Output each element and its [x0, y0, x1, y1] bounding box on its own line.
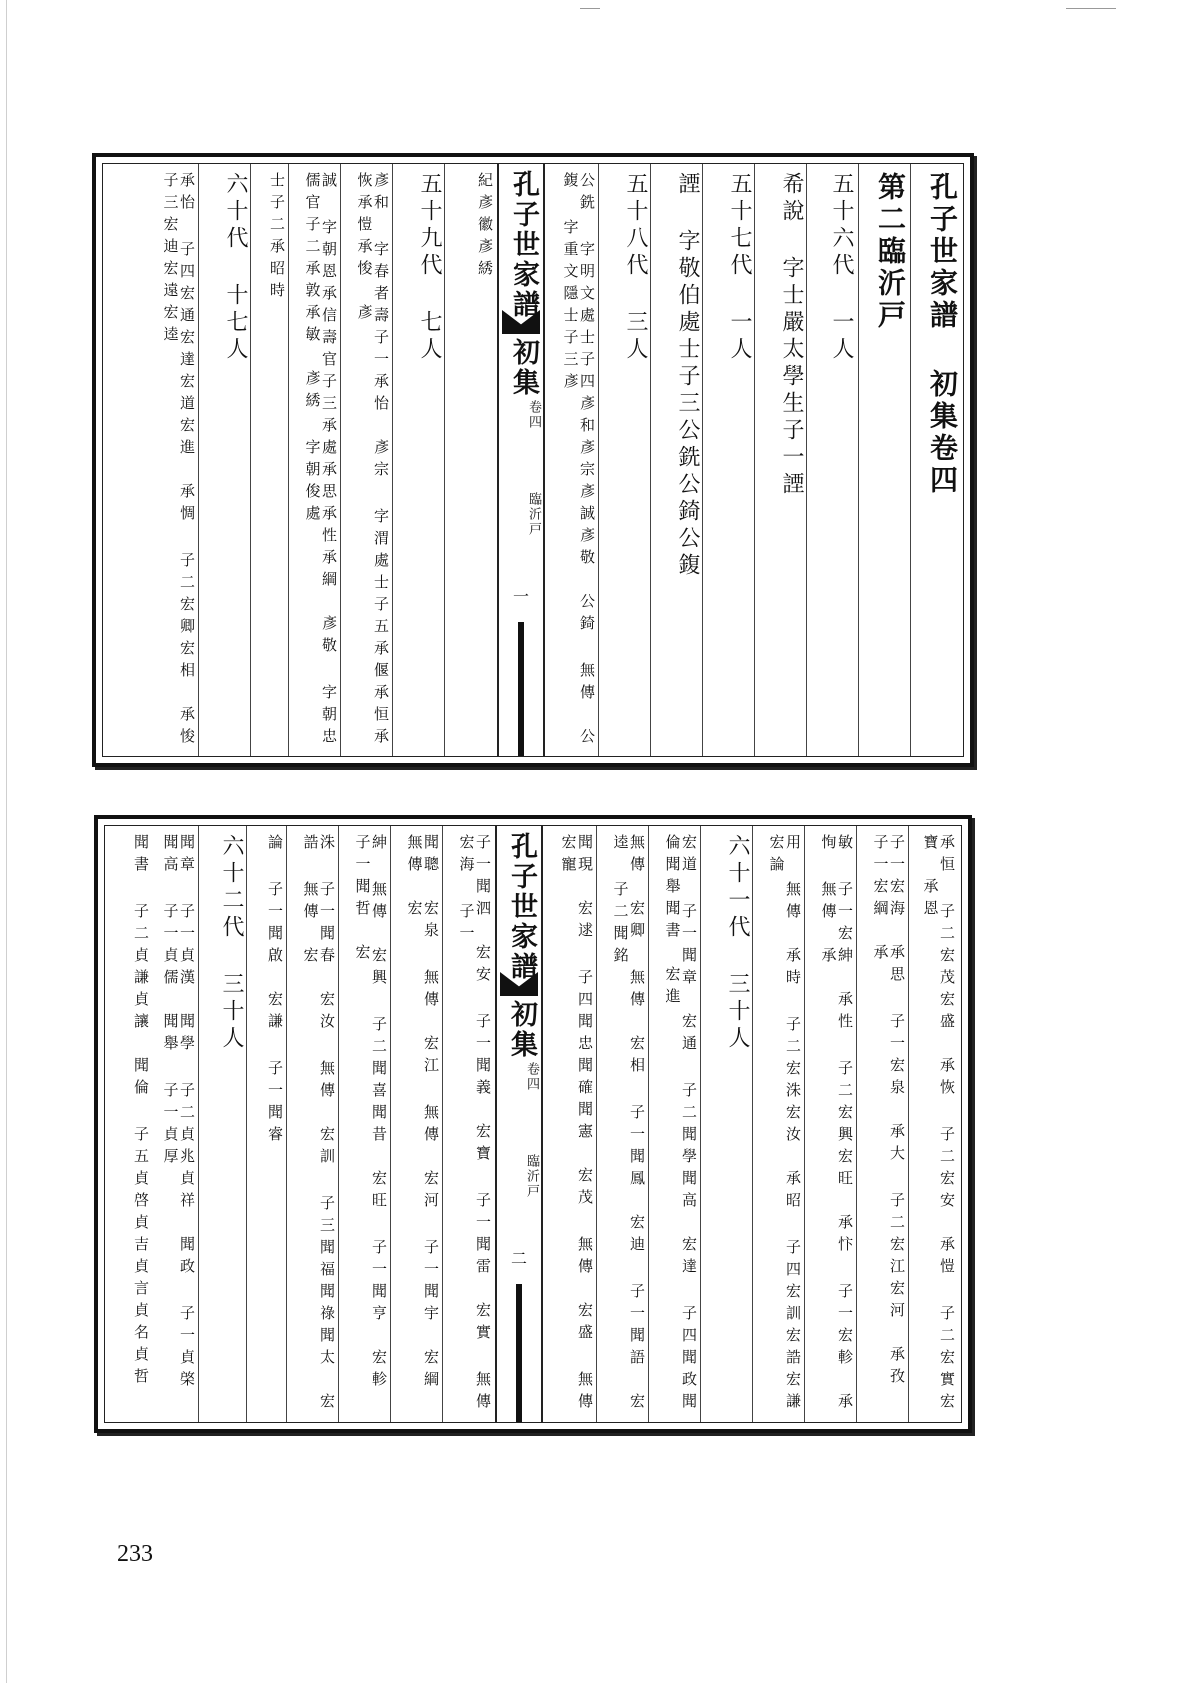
- scan-mark: [580, 8, 600, 9]
- series-title-column: 孔子世家譜 初集卷四: [926, 172, 959, 497]
- genealogy-entry-column: 諲 字敬伯處士子三公銑公錡公鍑: [675, 172, 700, 580]
- generation-heading: 六十代 十七人: [223, 172, 248, 364]
- lower-page-frame: [94, 815, 972, 1437]
- genealogy-entry-column: 承怡 子四宏通宏達宏道宏進 承惆 子二宏卿宏相 承悛 子三宏迪宏遠宏逵: [161, 172, 196, 775]
- genealogy-entry-column: 聞章 子一貞漢 聞學 子二貞兆貞祥 聞政 子一貞棨 聞高 子一貞儒 聞舉 子一貞厚: [161, 834, 196, 1415]
- center-page-number: 一: [512, 587, 529, 606]
- genealogy-entry-column: 紀彥徽彥綉: [476, 172, 494, 282]
- genealogy-entry-column: 公銑 字明文處士子四彥和彥宗彥誠彥敬 公錡 無傳 公鍑 字重文隱士子三彥: [561, 172, 596, 750]
- generation-heading: 五十六代 一人: [829, 172, 854, 364]
- upper-page-body: [102, 163, 964, 775]
- genealogy-entry-column: 聞書 子二貞謙貞讓 聞倫 子五貞啓貞吉貞言貞名貞哲: [132, 834, 150, 1390]
- center-fold-band: [495, 826, 543, 1422]
- genealogy-entry-column: 敏 子一宏紳 承性 子二宏興宏旺 承忭 子一宏軫 承恂 無傳 承: [819, 834, 854, 1415]
- center-subtitle: 初集: [506, 1000, 537, 1060]
- genealogy-entry-column: 子一宏海 承思 子一宏泉 承大 子二宏江宏河 承孜 子一宏綱 承: [871, 834, 906, 1415]
- upper-page-frame: [92, 153, 974, 775]
- center-fold-band: [497, 164, 545, 756]
- center-title: 孔子世家譜: [508, 170, 539, 320]
- fold-bar: [516, 1284, 522, 1422]
- genealogy-entry-column: 紳 無傳 宏興 子二聞喜聞昔 宏旺 子一聞亨 宏軫 子一聞哲 宏: [353, 834, 388, 1418]
- lower-page-body: [104, 825, 962, 1437]
- center-household: 臨沂戸: [526, 492, 541, 537]
- center-volume: 卷四: [526, 400, 541, 430]
- generation-heading: 五十八代 三人: [623, 172, 648, 364]
- genealogy-entry-column: 彥和 字春者壽子一承怡 彥宗 字渭處士子五承偃承恒承恢承愷承悛 彥: [355, 172, 390, 750]
- genealogy-entry-column: 士子二承昭時: [268, 172, 286, 304]
- generation-heading: 六十一代 三十人: [725, 834, 750, 1053]
- genealogy-entry-column: 聞現 宏逑 子四聞忠聞確聞憲 宏茂 無傳 宏盛 無傳 宏寵: [559, 834, 594, 1437]
- generation-heading: 五十七代 一人: [727, 172, 752, 364]
- genealogy-entry-column: 論 子一聞啟 宏謙 子一聞睿: [266, 834, 284, 1148]
- genealogy-entry-column: 洙 子一聞春 宏汝 無傳 宏訓 子三聞福聞祿聞太 宏誥 無傳 宏: [301, 834, 336, 1415]
- fold-bar: [518, 622, 524, 756]
- center-volume: 卷四: [524, 1062, 539, 1092]
- genealogy-entry-column: 宏道 子一聞章 宏通 子二聞學聞高 宏達 子四聞政聞倫聞舉聞書 宏進: [663, 834, 698, 1415]
- page-number: 233: [117, 1541, 153, 1567]
- genealogy-entry-column: 子一聞泗 宏安 子一聞義 宏寶 子一聞雷 宏實 無傳 宏海 子一: [457, 834, 492, 1437]
- genealogy-entry-column: 聞聰 宏泉 無傳 宏江 無傳 宏河 子一聞宇 宏綱 無傳 宏: [405, 834, 440, 1418]
- genealogy-entry-column: 用 無傳 承時 子二宏洙宏汝 承昭 子四宏訓宏誥宏謙宏論: [767, 834, 802, 1415]
- generation-heading: 六十二代 三十人: [219, 834, 244, 1053]
- center-page-number: 二: [510, 1249, 527, 1268]
- center-title: 孔子世家譜: [506, 832, 537, 982]
- genealogy-entry-column: 承恒 子二宏茂宏盛 承恢 子二宏安 承愷 子二宏實宏寶 承恩: [921, 834, 956, 1415]
- generation-heading: 五十九代 七人: [417, 172, 442, 364]
- branch-title-column: 第二臨沂戸: [874, 172, 907, 332]
- genealogy-entry-column: 誠 字朝恩承信壽官子三承處承思承性承綱 彥敬 字朝忠儒官子二承敦承敏 彥綉 字朝俊處: [303, 172, 338, 750]
- center-household: 臨沂戸: [524, 1154, 539, 1199]
- genealogy-entry-column: 希說 字士嚴太學生子一諲: [779, 172, 804, 499]
- scan-mark: [1066, 8, 1116, 9]
- genealogy-entry-column: 無傳 宏卿 無傳 宏相 子一聞鳳 宏迪 子一聞語 宏逵 子二聞銘: [611, 834, 646, 1415]
- center-subtitle: 初集: [508, 338, 539, 398]
- page-edge-line: [6, 0, 7, 1683]
